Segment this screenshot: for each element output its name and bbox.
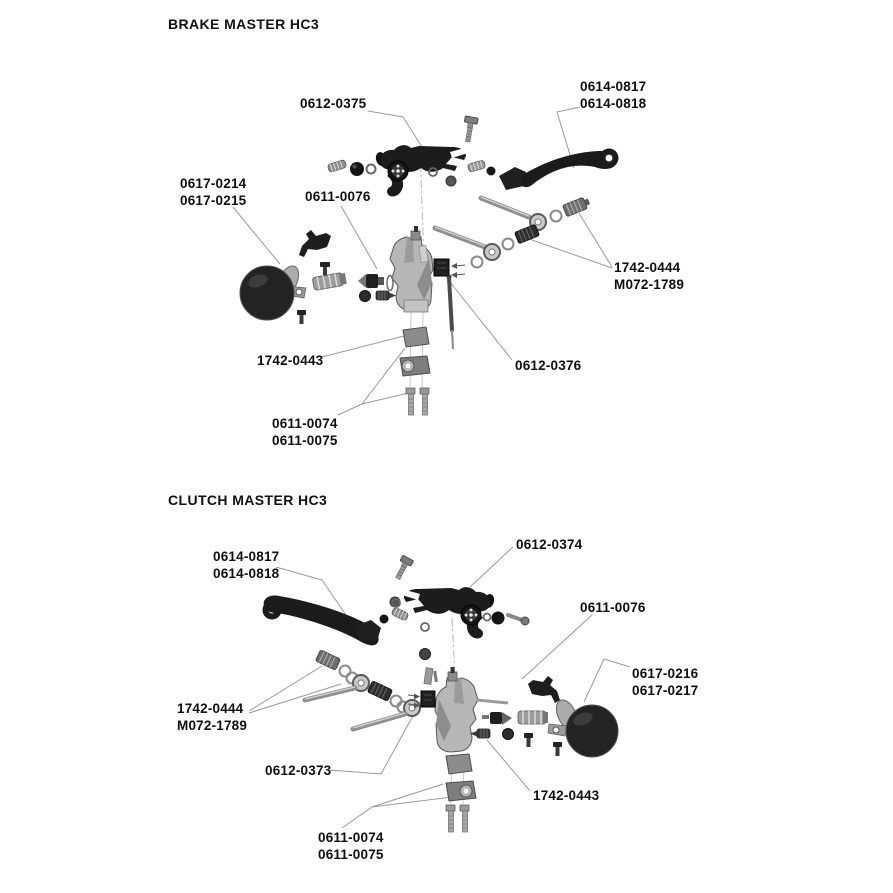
clamp-bolts bbox=[446, 805, 469, 832]
washer bbox=[484, 614, 491, 621]
nut bbox=[360, 291, 371, 302]
pin bbox=[433, 671, 438, 682]
piston-spring bbox=[518, 711, 548, 724]
brake-lever-blade bbox=[499, 149, 619, 191]
pivot-ball bbox=[492, 612, 505, 625]
washer bbox=[421, 623, 429, 631]
detent-ball bbox=[487, 167, 496, 176]
part-label-0611-0074-brake: 0611-0074 0611-0075 bbox=[272, 416, 338, 448]
part-label-1742-0444-brake: 1742-0444 M072-1789 bbox=[614, 260, 685, 292]
detent-ball bbox=[380, 615, 389, 624]
adjuster-spring bbox=[327, 159, 347, 172]
banjo-bolt bbox=[315, 650, 340, 670]
part-label-0611-0074-clutch: 0611-0074 0611-0075 bbox=[318, 830, 384, 862]
explode-axis bbox=[410, 312, 423, 388]
brake-hose-rod bbox=[435, 227, 500, 260]
part-label-1742-0443-clutch: 1742-0443 bbox=[533, 788, 600, 803]
banjo-bolt bbox=[563, 196, 592, 217]
banjo-bolt bbox=[515, 224, 540, 243]
pivot-bolt bbox=[392, 555, 413, 581]
clutch-section-title: CLUTCH MASTER HC3 bbox=[168, 492, 328, 508]
nut bbox=[503, 729, 514, 740]
nut bbox=[420, 649, 431, 660]
part-label-1742-0444-clutch: 1742-0444 M072-1789 bbox=[177, 701, 248, 733]
lever-spring bbox=[391, 607, 409, 621]
clutch-lever-blade bbox=[263, 596, 382, 646]
screw bbox=[297, 310, 306, 324]
pivot-ball bbox=[350, 162, 364, 176]
clutch-master-cylinder bbox=[408, 667, 508, 752]
part-label-0617-0216: 0617-0216 0617-0217 bbox=[632, 666, 699, 698]
crush-washer bbox=[391, 696, 402, 707]
crush-washer bbox=[472, 257, 483, 268]
screw bbox=[524, 733, 533, 747]
handlebar-clamp bbox=[446, 754, 476, 801]
reservoir-bracket bbox=[299, 230, 331, 257]
piston-assembly bbox=[358, 274, 393, 291]
part-label-0611-0076-clutch: 0611-0076 bbox=[580, 600, 646, 615]
screw bbox=[508, 615, 529, 625]
bleed-fitting bbox=[470, 729, 490, 738]
washer bbox=[367, 165, 376, 174]
nut bbox=[446, 176, 456, 186]
handlebar-clamp bbox=[400, 327, 430, 376]
brake-section-title: BRAKE MASTER HC3 bbox=[168, 16, 320, 32]
push-rod bbox=[447, 275, 454, 350]
banjo-bolt bbox=[367, 681, 392, 701]
part-label-1742-0443-brake: 1742-0443 bbox=[257, 353, 324, 368]
part-label-0617-0214: 0617-0214 0617-0215 bbox=[180, 176, 247, 208]
brake-hose-rod bbox=[481, 197, 546, 230]
part-label-0612-0373: 0612-0373 bbox=[265, 763, 332, 778]
pivot-ball-highlight bbox=[353, 165, 357, 169]
clutch-lever-perch bbox=[402, 587, 496, 638]
part-label-0612-0374: 0612-0374 bbox=[516, 537, 583, 552]
piston-spring bbox=[312, 272, 347, 291]
crush-washer bbox=[503, 239, 514, 250]
bleed-fitting bbox=[376, 291, 396, 300]
part-label-0614-0817-clutch: 0614-0817 0614-0818 bbox=[213, 549, 280, 581]
lever-spring bbox=[467, 160, 486, 172]
part-label-0614-0817: 0614-0817 0614-0818 bbox=[580, 79, 647, 111]
crush-washer bbox=[551, 211, 562, 222]
brake-master-cylinder bbox=[390, 226, 465, 312]
reservoir-bracket bbox=[528, 676, 560, 703]
part-label-0612-0375: 0612-0375 bbox=[300, 96, 367, 111]
crush-washer bbox=[340, 666, 351, 677]
clamp-bolts bbox=[406, 388, 429, 415]
part-label-0612-0376: 0612-0376 bbox=[515, 358, 582, 373]
reservoir-cap bbox=[240, 263, 306, 320]
screw bbox=[553, 742, 562, 756]
piston-assembly bbox=[482, 712, 512, 725]
clutch-hose-rod bbox=[305, 675, 369, 700]
pivot-bolt bbox=[461, 116, 478, 143]
part-label-0611-0076-brake: 0611-0076 bbox=[305, 189, 371, 204]
